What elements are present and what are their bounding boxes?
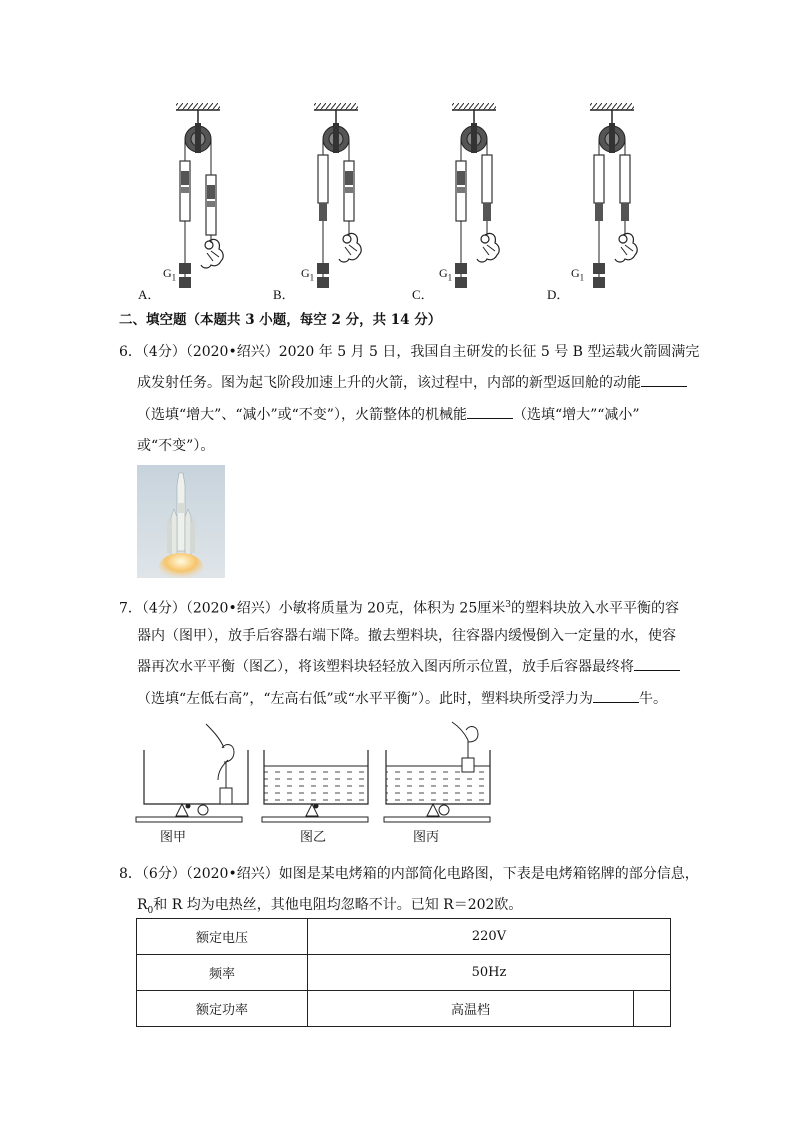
q8-line-1: 8．（6分）（2020•绍兴）如图是某电烤箱的内部简化电路图，下表是电烤箱铭牌的部分信息， [119,866,699,882]
q6-line-4: 或“不变”）。 [137,438,215,454]
table-row [137,991,671,1027]
q6-answer-blank-1[interactable] [641,374,687,387]
g1-label-c: $G_1$ [439,266,453,283]
g1-label-b: $G_1$ [301,266,315,283]
q6-answer-blank-2[interactable] [467,406,513,419]
q7-answer-blank-2[interactable] [593,690,639,703]
pulley-figure-c [452,103,499,288]
option-c: C． [412,287,434,302]
figure-jia [136,724,248,822]
figure-yi-label: 图乙 [300,830,327,845]
option-b: B． [273,287,295,302]
q7-line-1: 7．（4分）（2020•绍兴）小敏将质量为 20克，体积为 25厘米$^3$的塑料块放入水平平衡的容 [119,600,679,617]
q6-line-1: 6．（4分）（2020•绍兴）2020 年 5 月 5 日，我国自主研发的长征 5 号 B 型运载火箭圆满完 [119,344,700,360]
section-title: 二、填空题（本题共 3 小题，每空 2 分，共 14 分） [119,312,442,328]
q7-line-3: 器再次水平平衡（图乙），将该塑料块轻轻放入图丙所示位置，放手后容器最终将 [137,658,680,677]
pulley-figure-b [314,103,361,288]
table-cell-value: 50Hz [308,955,671,991]
figure-bing-label: 图丙 [413,830,440,845]
g1-label-a: $G_1$ [163,266,177,283]
q7-line-4: （选填“左低右高”，“左高右低”或“水平平衡”）。此时，塑料块所受浮力为 牛。 [137,691,667,707]
q7-line-2: 器内（图甲），放手后容器右端下降。撤去塑料块，往容器内缓慢倒入一定量的水，使容 [137,628,676,644]
figure-jia-label: 图甲 [160,830,187,845]
q8-line-2: $R_0$和 R 均为电热丝，其他电阻均忽略不计。已知 R＝202欧。 [137,897,523,916]
table-row [137,919,671,955]
table-cell-value: 220V [308,919,671,955]
table-cell-extra [634,991,671,1027]
table-row [137,955,671,991]
pulley-figure-a [176,103,223,288]
spec-table [136,918,671,1027]
figure-bing [384,722,490,822]
table-cell-label: 额定电压 [137,919,308,955]
q7-answer-blank-1[interactable] [634,658,680,671]
q6-line-2: 成发射任务。图为起飞阶段加速上升的火箭，该过程中，内部的新型返回舱的动能 [137,374,687,393]
figure-yi [262,750,368,822]
option-a: A． [138,287,161,302]
table-cell-value: 高温档 [308,991,634,1027]
g1-label-d: $G_1$ [571,266,585,283]
pulley-figure-d [590,103,637,288]
pulley-figures [120,95,640,305]
rocket-photo [137,465,225,578]
table-cell-label: 频率 [137,955,308,991]
container-figures [130,720,500,830]
q6-line-3: （选填“增大”、“减小”或“不变”），火箭整体的机械能 （选填“增大”“减小” [137,407,640,423]
option-d: D． [547,287,570,302]
table-cell-label: 额定功率 [137,991,308,1027]
